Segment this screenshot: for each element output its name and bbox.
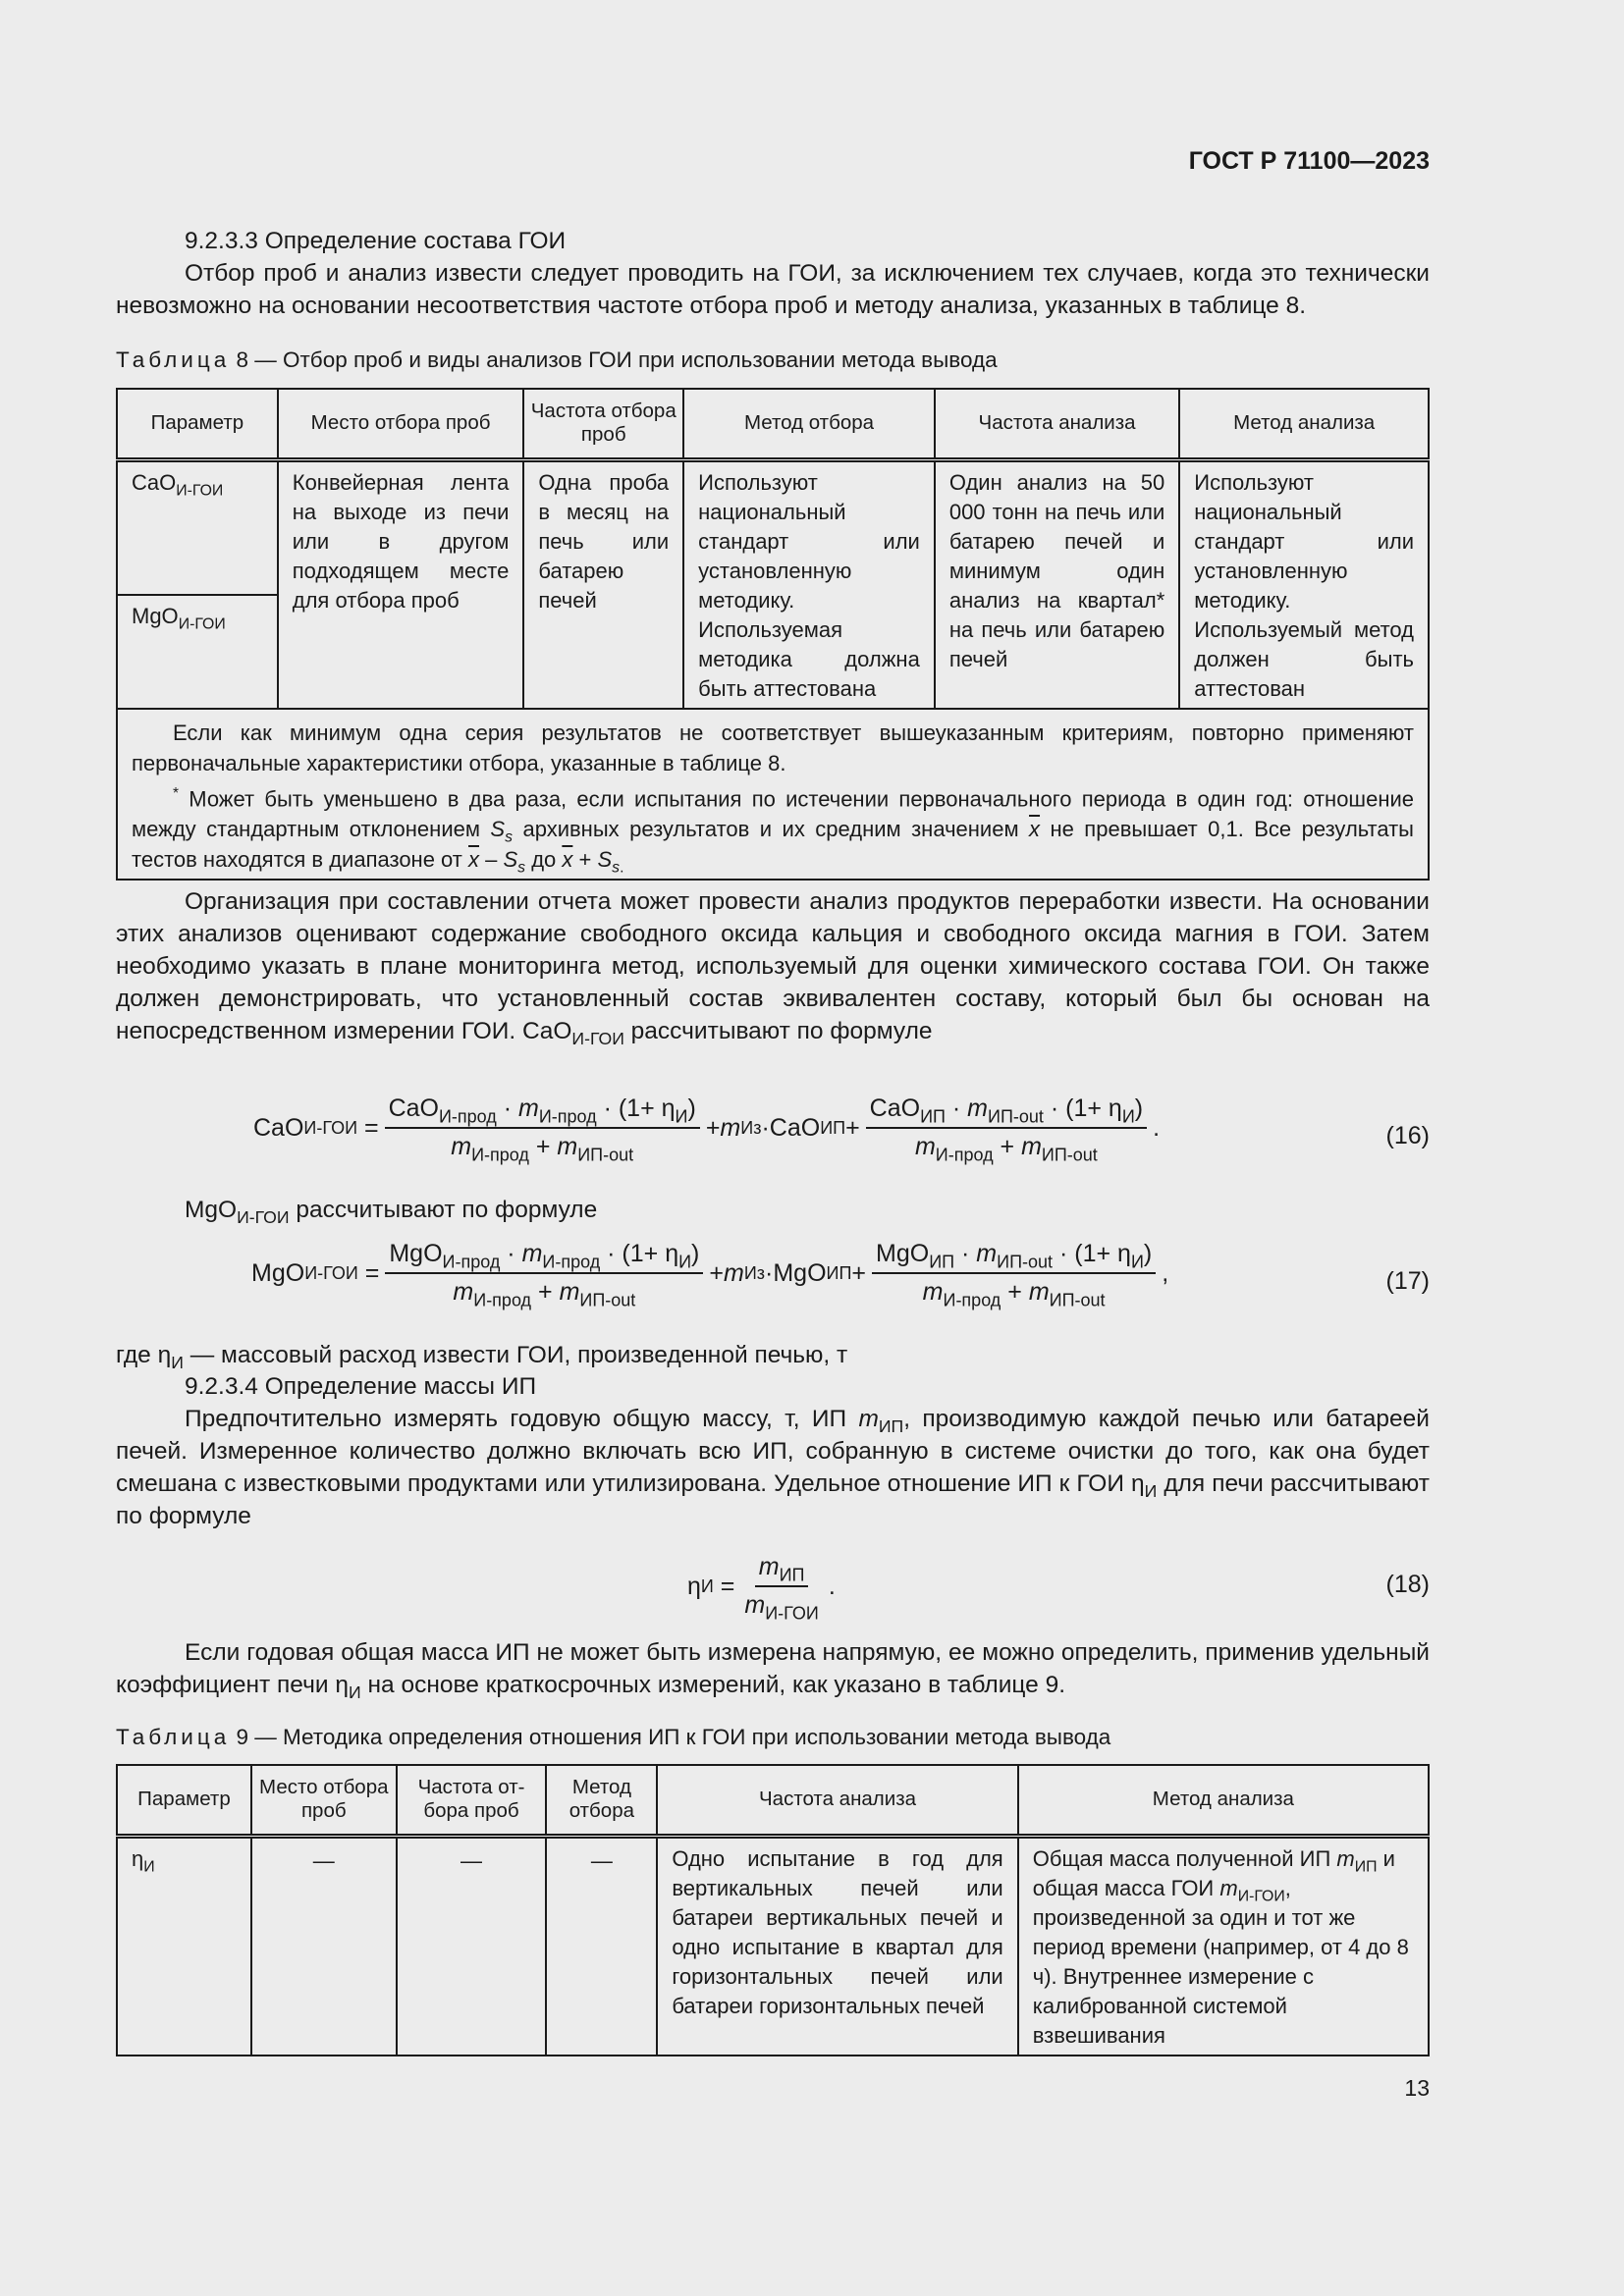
header-cell: Частота отбора проб xyxy=(523,389,683,459)
section-paragraph: Предпочтительно измерять годовую общую массу, т, ИП $m_{ИП}$, производимую каждой печью или батареей печей. Измеренное количество должно включать всю ИП, собранную в системе очистки до того, как она будет смешана с известковыми продуктами или утилизирована. Удельное отношение ИП к ГОИ $\eta_И$ для печи рассчитывают по формуле xyxy=(116,1406,1430,1529)
section-9234 xyxy=(116,1370,1430,1532)
section-paragraph: Отбор проб и анализ извести следует проводить на ГОИ, за исключением тех случаев, когда это технически невозможно на основании несоответствия частоте отбора проб и методу анализа, указанных в таблице 8. xyxy=(116,260,1430,319)
table-row xyxy=(117,1836,1429,2056)
caption-label: Таблица xyxy=(116,347,231,372)
fraction: $\frac{CaO_{ИП} \cdot m_{ИП-out} \cdot (1+ \eta_И)}{m_{И-прод} + m_{ИП-out}}$ xyxy=(866,1095,1147,1161)
mgo-line: MgO$_{И-ГОИ}$ рассчитывают по формуле xyxy=(185,1197,598,1228)
formula-17 xyxy=(116,1240,1430,1328)
formula-16 xyxy=(116,1095,1430,1183)
page-number: 13 xyxy=(1404,2075,1430,2101)
table8-caption xyxy=(116,347,1430,373)
fraction: $\frac{CaO_{И-прод} \cdot m_{И-прод} \cdot (1+ \eta_И)}{m_{И-прод} + m_{ИП-out}}$ xyxy=(385,1095,700,1161)
fraction: $\frac{MgO_{ИП} \cdot m_{ИП-out} \cdot (1+ \eta_И)}{m_{И-прод} + m_{ИП-out}}$ xyxy=(872,1240,1156,1307)
where-line: где $\eta_И$ — массовый расход извести ГОИ, произведенной печью, т xyxy=(116,1342,848,1373)
formula-18-body: η И = $\frac{m_{ИП}}{m_{И-ГОИ}}$ . xyxy=(687,1553,836,1624)
param-mgo: MgO$_{И-ГОИ}$ xyxy=(117,595,278,708)
header-cell: Метод анализа xyxy=(1179,389,1429,459)
freq-cell: — xyxy=(397,1836,547,2056)
header-cell: Параметр xyxy=(117,1765,251,1836)
table8-header-row xyxy=(117,389,1429,459)
formula-18 xyxy=(116,1553,1430,1626)
header-cell: Частота отбора проб xyxy=(397,1765,547,1836)
analysis-method-cell: Используют национальный стандарт или установленную методику. Используемый метод должен быть аттестован xyxy=(1179,459,1429,709)
table9-caption xyxy=(116,1725,1430,1750)
analysis-freq-cell: Один анализ на 50 000 тонн на печь или батарею печей и минимум один анализ на квартал* на печь или батарею печей xyxy=(935,459,1179,709)
method-cell: Используют национальный стандарт или установленную методику. Используемая методика должна быть аттестована xyxy=(683,459,935,709)
table9-header-row xyxy=(117,1765,1429,1836)
table-row xyxy=(117,459,1429,595)
header-cell: Параметр xyxy=(117,389,278,459)
section-9233 xyxy=(116,225,1430,322)
place-cell: — xyxy=(251,1836,397,2056)
header-cell: Метод отбора xyxy=(546,1765,657,1836)
table8-notes xyxy=(117,709,1429,880)
header-cell: Метод анализа xyxy=(1018,1765,1429,1836)
analysis-freq-cell: Одно испытание в год для вертикальных печей или батареи вертикальных печей и одно испытание в квартал для горизонтальных печей или батареи горизонтальных печей xyxy=(657,1836,1017,2056)
param-eta: $\eta_И$ xyxy=(117,1836,251,2056)
caption-text: 8 — Отбор проб и виды анализов ГОИ при использовании метода вывода xyxy=(230,347,998,372)
section-9234-paragraph-2: Если годовая общая масса ИП не может быть измерена напрямую, ее можно определить, применив удельный коэффициент печи $\eta_И$ на основе краткосрочных измерений, как указано в таблице 9. xyxy=(116,1639,1430,1703)
header-cell: Частота анализа xyxy=(935,389,1179,459)
equation-number: (16) xyxy=(1385,1122,1430,1149)
fraction: $\frac{m_{ИП}}{m_{И-ГОИ}}$ xyxy=(744,1553,819,1624)
header-cell: Место отбора проб xyxy=(278,389,524,459)
param-cao: CaO$_{И-ГОИ}$ xyxy=(117,459,278,595)
freq-cell: Одна проба в месяц на печь или батарею печей xyxy=(523,459,683,709)
analysis-method-cell: Общая масса полученной ИП $m_{ИП}$ и общая масса ГОИ $m_{И-ГОИ}$, произведенной за один и тот же период времени (например, от 4 до 8 ч). Внутреннее измерение с калиброванной системой взвешивания xyxy=(1018,1836,1429,2056)
fraction: $\frac{MgO_{И-прод} \cdot m_{И-прод} \cdot (1+ \eta_И)}{m_{И-прод} + m_{ИП-out}}$ xyxy=(385,1240,703,1307)
section-heading: 9.2.3.4 Определение массы ИП xyxy=(185,1373,537,1400)
note-1: Если как минимум одна серия результатов не соответствует вышеуказанным критериям, повторно применяют первоначальные характеристики отбора, указанные в таблице 8. xyxy=(132,720,1414,775)
table8 xyxy=(116,388,1430,881)
header-cell: Метод отбора xyxy=(683,389,935,459)
header-cell: Частота анализа xyxy=(657,1765,1017,1836)
caption-label: Таблица xyxy=(116,1725,231,1749)
caption-text: 9 — Методика определения отношения ИП к ГОИ при использовании метода вывода xyxy=(230,1725,1111,1749)
table8-note-row xyxy=(117,709,1429,880)
equation-number: (18) xyxy=(1385,1571,1430,1598)
standard-header: ГОСТ Р 71100—2023 xyxy=(1188,147,1430,175)
header-cell: Место отбора проб xyxy=(251,1765,397,1836)
formula-17-body: MgO И-ГОИ = $\frac{MgO_{И-прод} \cdot m_{И-прод} \cdot (1+ \eta_И)}{m_{И-прод} + m_{ИП-out}}$ + m Из · MgO ИП + $\frac{MgO_{ИП} \cdot m_{ИП-out} \cdot (1+ \eta_И)}{m_{И-прод} + m_{ИП-out}}$ , xyxy=(251,1240,1169,1310)
note-2: * Может быть уменьшено в два раза, если испытания по истечении первоначального периода в один год: отношение между стандартным отклонением $S_s$ архивных результатов и их средним значением $\overline{x}$ не превышает 0,1. Все результаты тестов находятся в диапазоне от $\overline{x} - S_s$ до $\overline{x} + S_{s.}$ xyxy=(132,784,1414,877)
formula-16-body: CaO И-ГОИ = $\frac{CaO_{И-прод} \cdot m_{И-прод} \cdot (1+ \eta_И)}{m_{И-прод} + m_{ИП-out}}$ + m Из · CaO ИП + $\frac{CaO_{ИП} \cdot m_{ИП-out} \cdot (1+ \eta_И)}{m_{И-прод} + m_{ИП-out}}$ . xyxy=(253,1095,1161,1165)
org-paragraph: Организация при составлении отчета может провести анализ продуктов переработки извести. На основании этих анализов оценивают содержание свободного оксида кальция и свободного оксида магния в ГОИ. Затем необходимо указать в плане мониторинга метод, используемый для оценки химического состава ГОИ. Он также должен демонстрировать, что установленный состав эквивалентен составу, который был бы основан на непосредственном измерении ГОИ. CaO$_{И-ГОИ}$ рассчитывают по формуле xyxy=(116,888,1430,1049)
equation-number: (17) xyxy=(1385,1267,1430,1295)
section-heading: 9.2.3.3 Определение состава ГОИ xyxy=(185,228,567,254)
place-cell: Конвейерная лента на выходе из печи или в другом подходящем месте для отбора проб xyxy=(278,459,524,709)
table9 xyxy=(116,1764,1430,2056)
method-cell: — xyxy=(546,1836,657,2056)
